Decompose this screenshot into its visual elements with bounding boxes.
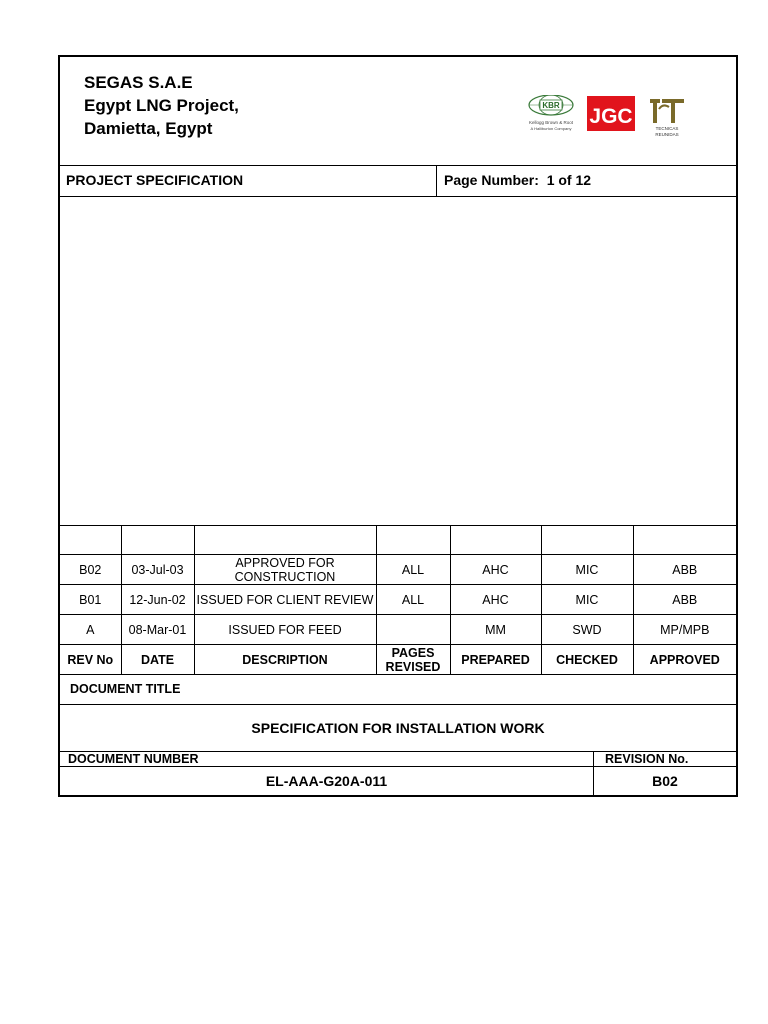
cover-sheet	[58, 55, 738, 797]
table-cell	[376, 615, 450, 645]
table-row	[60, 555, 736, 585]
document-title-label-row	[60, 674, 736, 705]
table-cell: A	[60, 615, 121, 645]
table-cell: B02	[60, 555, 121, 585]
revision-table	[60, 525, 736, 675]
project-specification-label: PROJECT SPECIFICATION	[66, 172, 244, 188]
column-header-rev-no: REV No	[60, 645, 121, 675]
table-cell	[60, 525, 121, 555]
table-cell	[541, 525, 633, 555]
spec-row	[60, 165, 736, 197]
document-number-block	[60, 752, 736, 795]
tecnicas-reunidas-logo	[650, 99, 684, 137]
table-row	[60, 585, 736, 615]
table-cell: 12-Jun-02	[121, 585, 194, 615]
revision-number: B02	[652, 773, 678, 789]
spec-row-divider	[436, 165, 437, 196]
table-cell	[121, 525, 194, 555]
kbr-logo	[529, 95, 574, 131]
table-cell	[194, 525, 376, 555]
revision-number-label: REVISION No.	[605, 752, 689, 766]
table-cell: SWD	[541, 615, 633, 645]
table-cell: ALL	[376, 555, 450, 585]
table-row	[60, 525, 736, 555]
jgc-logo	[587, 96, 635, 131]
table-cell: MIC	[541, 555, 633, 585]
table-cell	[633, 525, 736, 555]
table-cell: B01	[60, 585, 121, 615]
table-cell: AHC	[450, 585, 541, 615]
table-cell: 03-Jul-03	[121, 555, 194, 585]
table-cell: ABB	[633, 555, 736, 585]
kbr-logo-text: KBR	[542, 101, 560, 110]
table-cell: MP/MPB	[633, 615, 736, 645]
project-location: Damietta, Egypt	[84, 119, 213, 138]
table-cell: ISSUED FOR FEED	[194, 615, 376, 645]
table-cell	[450, 525, 541, 555]
table-cell: AHC	[450, 555, 541, 585]
table-cell: ISSUED FOR CLIENT REVIEW	[194, 585, 376, 615]
column-header-prepared: PREPARED	[450, 645, 541, 675]
table-cell: APPROVED FOR CONSTRUCTION	[194, 555, 376, 585]
column-header-date: DATE	[121, 645, 194, 675]
document-title: SPECIFICATION FOR INSTALLATION WORK	[60, 705, 736, 752]
tr-caption-2: REUNIDAS	[655, 132, 679, 137]
table-cell: ALL	[376, 585, 450, 615]
kbr-caption-1: Kellogg Brown & Root	[528, 120, 574, 125]
header	[60, 57, 736, 166]
table-cell: MM	[450, 615, 541, 645]
tr-caption-1: TECNICAS	[655, 126, 679, 131]
column-header-approved: APPROVED	[633, 645, 736, 675]
project-name: Egypt LNG Project,	[84, 96, 239, 115]
kbr-caption-2: A Halliburton Company	[530, 126, 572, 131]
document-number: EL-AAA-G20A-011	[265, 773, 388, 789]
table-row	[60, 615, 736, 645]
column-header-description: DESCRIPTION	[194, 645, 376, 675]
document-number-label: DOCUMENT NUMBER	[68, 752, 199, 766]
table-cell: MIC	[541, 585, 633, 615]
jgc-logo-text: JGC	[589, 105, 633, 128]
table-cell: ABB	[633, 585, 736, 615]
column-header-checked: CHECKED	[541, 645, 633, 675]
table-cell	[376, 525, 450, 555]
company-block	[84, 71, 239, 140]
document-title-label: DOCUMENT TITLE	[70, 682, 181, 696]
column-header-pages-revised: PAGES REVISED	[376, 645, 450, 675]
page-number: Page Number: 1 of 12	[444, 172, 592, 188]
company-logos	[526, 95, 686, 139]
table-header-row	[60, 645, 736, 675]
table-cell: 08-Mar-01	[121, 615, 194, 645]
blank-area	[60, 197, 736, 526]
company-name: SEGAS S.A.E	[84, 73, 193, 92]
